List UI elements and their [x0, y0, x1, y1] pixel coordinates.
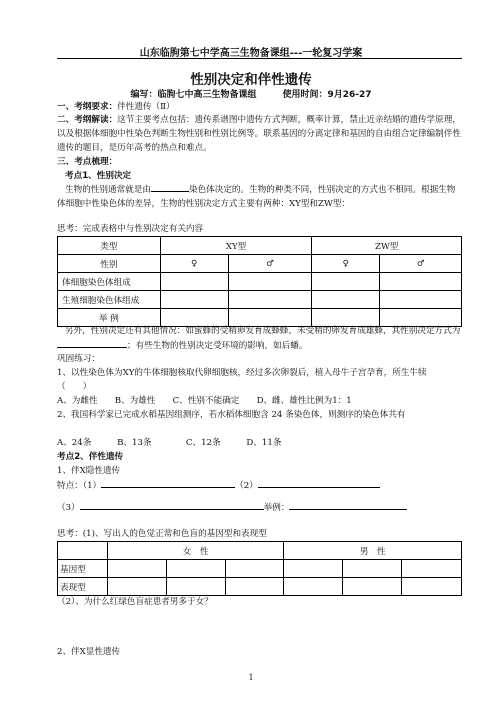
- cell[interactable]: [284, 560, 343, 578]
- blank-field[interactable]: [258, 478, 380, 488]
- cell[interactable]: [225, 560, 284, 578]
- x-recessive-features: 特点：（1） （2）: [57, 478, 380, 491]
- cell[interactable]: [225, 578, 284, 596]
- cell[interactable]: [402, 578, 462, 596]
- cell[interactable]: [343, 560, 402, 578]
- row-genotype: 基因型: [58, 560, 108, 578]
- cell[interactable]: [312, 273, 380, 291]
- cell[interactable]: [343, 578, 402, 596]
- cell[interactable]: [380, 291, 462, 309]
- th-xy: XY型: [160, 237, 312, 255]
- practice-heading: 巩固练习：: [57, 354, 100, 364]
- th-female: 女 性: [107, 542, 284, 560]
- x-dominant-heading: 2、伴X显性遗传: [57, 647, 121, 657]
- doc-subtitle: [0, 87, 502, 100]
- cell[interactable]: [284, 578, 343, 596]
- blank-field[interactable]: [151, 182, 189, 192]
- sex-determination-table: [57, 236, 462, 327]
- point-2-heading: 考点2、伴性遗传: [57, 452, 124, 462]
- th-type: 类型: [58, 237, 161, 255]
- row-body-cells: 体细胞染色体组成: [58, 273, 161, 291]
- question-2-options: A、24条 B、13条 C、12条 D、11条: [57, 438, 282, 448]
- use-time: 使用时间：9月26-27: [282, 90, 372, 100]
- blank-field[interactable]: [101, 478, 235, 488]
- cell[interactable]: [160, 291, 228, 309]
- blank-field[interactable]: [80, 500, 264, 510]
- point-1-heading: 考点1、性别决定: [65, 171, 132, 181]
- row-phenotype: 表现型: [58, 578, 108, 596]
- cell[interactable]: [380, 273, 462, 291]
- section-interpretation: 二、考纲解读：这节主要考点包括：遗传系谱图中遗传方式判断，概率计算，禁止近亲结婚的遗传学原理，以及根据体细胞中性染色判断生物性别和性别比例等。联系基因的分离定律和基因的自由组合定律编制伴性遗传的题目，是历年高考的热点和难点。: [57, 115, 461, 153]
- section-review: 三、考点梳理：: [57, 157, 118, 167]
- male-symbol: ♂: [380, 255, 462, 273]
- x-recessive-feature-3: （3） 举例：: [57, 500, 407, 513]
- row-germ-cells: 生殖细胞染色体组成: [58, 291, 161, 309]
- cell[interactable]: [107, 560, 166, 578]
- think-1: 思考：完成表格中与性别决定有关内容: [57, 224, 204, 234]
- page-number: 1: [248, 673, 254, 682]
- cell[interactable]: [160, 273, 228, 291]
- author: 编写：临朐七中高三生物备课组: [130, 90, 257, 100]
- question-1-options: A、为雌性 B、为雄性 C、性别不能确定 D、雌、雄性比例为1：1: [57, 396, 352, 406]
- cell[interactable]: [312, 291, 380, 309]
- think-2b: （2）、为什么红绿色盲症患者男多于女？: [57, 597, 213, 607]
- cell[interactable]: [166, 560, 225, 578]
- other-determination-paragraph: 另外，性别决定还有其他情况：如蜜蜂的受精卵发育成蜂蜂，未受精的卵发育成雄蜂，其性别决定方式为；有些生物的性别决定受环境的影响，如后蟠。: [57, 324, 462, 353]
- cell[interactable]: [107, 578, 166, 596]
- sex-determination-paragraph: 生物的性别通常就是由 染色体决定的。生物的种类不同，性别决定的方式也不相同。根据生物体细胞中性染色体的差异，生物的性别决定方式主要有两种：XY型和ZW型：: [57, 182, 462, 211]
- row-example: 举 例: [58, 309, 161, 327]
- x-recessive-heading: 1、伴X隐性遗传: [57, 466, 121, 476]
- th-zw: ZW型: [312, 237, 462, 255]
- cell[interactable]: [228, 273, 312, 291]
- header-rule: [57, 58, 462, 59]
- think-2: 思考：(1)、写出人的色觉正常和色盲的基因型和表现型: [57, 529, 267, 539]
- male-symbol: ♂: [228, 255, 312, 273]
- blank-field[interactable]: [289, 500, 407, 510]
- page-header: 山东临朐第七中学高三生物备课组---一轮复习学案: [139, 48, 363, 59]
- cell[interactable]: [166, 578, 225, 596]
- section-requirements: 一、考纲要求：伴性遗传（Ⅱ）: [57, 102, 175, 112]
- female-symbol: ♀: [160, 255, 228, 273]
- color-vision-table: [57, 541, 462, 596]
- doc-title: 性别决定和伴性遗传: [190, 72, 312, 88]
- row-sex: 性别: [58, 255, 161, 273]
- female-symbol: ♀: [312, 255, 380, 273]
- question-2: 2、我国科学家已完成水稻基因组测序，若水稻体细胞含 24 条染色体，则测序的染色体共有: [57, 410, 406, 420]
- th-male: 男 性: [284, 542, 462, 560]
- cell[interactable]: [402, 560, 462, 578]
- corner-cell: [58, 542, 108, 560]
- question-1: 1、以性染色体为XY的牛体细胞核取代卵细胞核，经过多次卵裂后，植入母牛子宫孕育，所生牛犊（ ）: [57, 368, 427, 392]
- cell[interactable]: [228, 291, 312, 309]
- blank-field[interactable]: [57, 338, 127, 348]
